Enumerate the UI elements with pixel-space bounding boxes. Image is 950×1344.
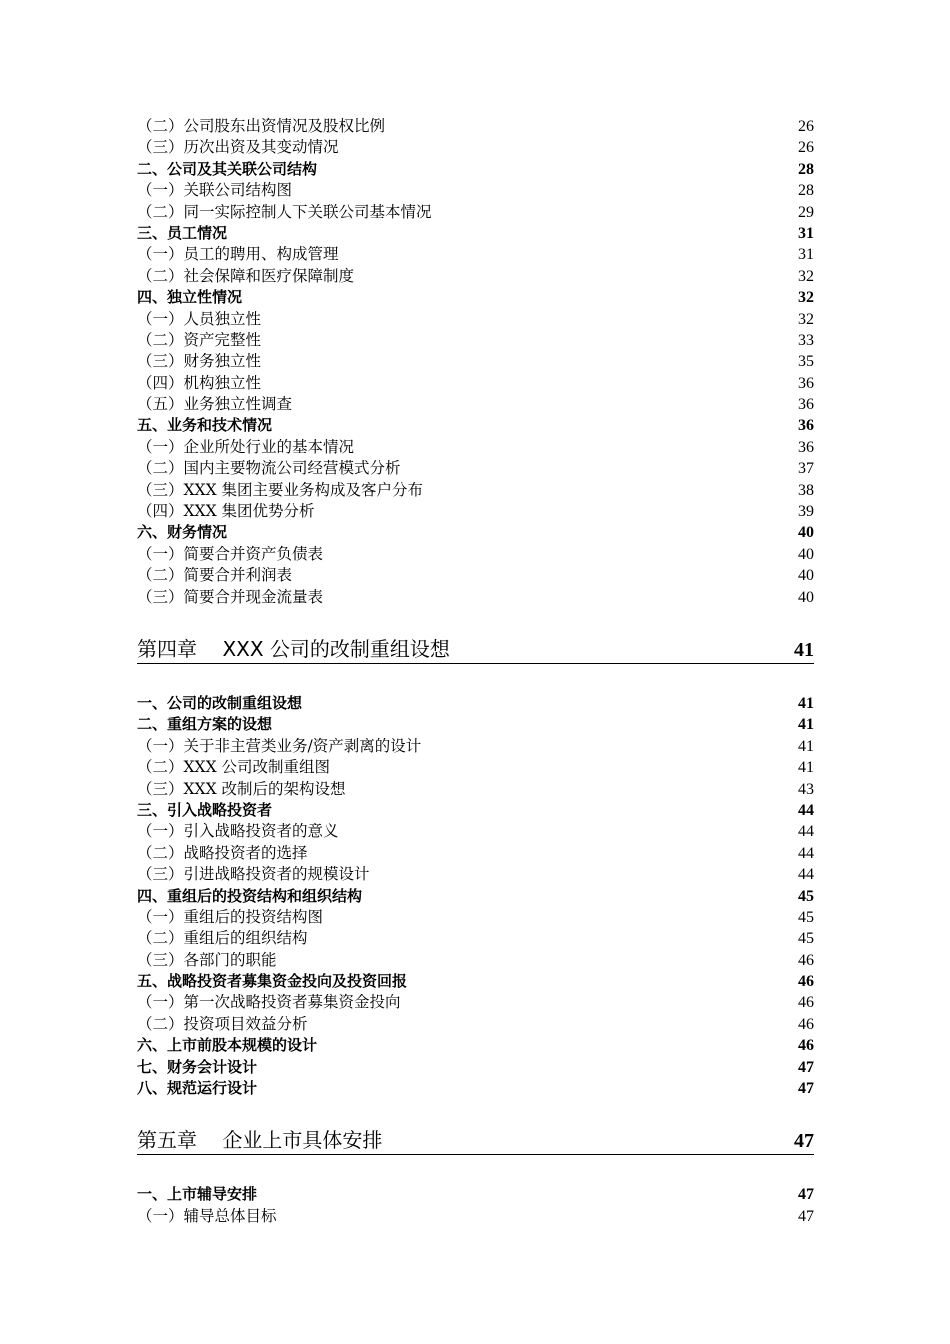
toc-entry-subsection[interactable]: [137, 950, 814, 971]
toc-entry-page-number: 44: [798, 866, 814, 884]
toc-entry-title: 二、公司及其关联公司结构: [137, 159, 318, 178]
chapter-page-number: 47: [794, 1130, 814, 1153]
toc-entry-section[interactable]: [137, 1035, 814, 1056]
toc-entry-title: （三）XXX 改制后的架构设想: [137, 779, 346, 798]
toc-entry-subsection[interactable]: [137, 992, 814, 1013]
toc-entry-subsection[interactable]: [137, 736, 814, 757]
toc-entry-title: （一）员工的聘用、构成管理: [137, 245, 339, 264]
toc-entry-subsection[interactable]: [137, 821, 814, 842]
toc-entry-page-number: 41: [798, 759, 814, 777]
toc-entry-page-number: 28: [798, 182, 814, 200]
toc-entry-page-number: 44: [798, 801, 814, 819]
toc-entry-title: （一）辅导总体目标: [137, 1206, 277, 1225]
toc-entry-page-number: 36: [798, 396, 814, 414]
toc-entry-page-number: 46: [798, 1037, 814, 1055]
toc-entry-page-number: 46: [798, 951, 814, 969]
toc-entry-page-number: 45: [798, 887, 814, 905]
toc-entry-subsection[interactable]: [137, 1206, 814, 1227]
toc-entry-title: （一）引入战略投资者的意义: [137, 822, 339, 841]
toc-entry-title: （二）公司股东出资情况及股权比例: [137, 117, 386, 135]
toc-entry-title: 五、战略投资者募集资金投向及投资回报: [137, 972, 408, 991]
toc-entry-page-number: 39: [798, 503, 814, 521]
toc-entry-subsection[interactable]: [137, 266, 814, 287]
toc-entry-page-number: 45: [798, 930, 814, 948]
toc-entry-page-number: 36: [798, 417, 814, 435]
chapter-label: 第五章: [137, 1128, 197, 1153]
toc-entry-subsection[interactable]: [137, 544, 814, 565]
toc-entry-page-number: 32: [798, 267, 814, 285]
toc-entry-page-number: 43: [798, 780, 814, 798]
toc-entry-section[interactable]: [137, 971, 814, 992]
toc-chapter-heading-5[interactable]: [137, 1127, 814, 1155]
toc-section-chapter3: [137, 116, 814, 608]
toc-entry-title: （一）关联公司结构图: [137, 181, 293, 200]
toc-entry-title: 二、重组方案的设想: [137, 715, 273, 734]
toc-entry-page-number: 40: [798, 545, 814, 563]
toc-entry-section[interactable]: [137, 693, 814, 714]
toc-entry-page-number: 41: [798, 716, 814, 734]
chapter-label: 第四章: [137, 636, 197, 661]
toc-entry-title: （五）业务独立性调查: [137, 395, 293, 414]
toc-entry-title: （三）各部门的职能: [137, 950, 277, 969]
toc-entry-page-number: 26: [798, 118, 814, 135]
toc-entry-page-number: 31: [798, 224, 814, 242]
toc-entry-subsection[interactable]: [137, 779, 814, 800]
toc-entry-title: 三、引入战略投资者: [137, 800, 273, 819]
toc-entry-title: （一）第一次战略投资者募集资金投向: [137, 993, 401, 1012]
toc-entry-page-number: 47: [798, 1080, 814, 1098]
toc-entry-subsection[interactable]: [137, 137, 814, 158]
toc-entry-page-number: 44: [798, 823, 814, 841]
toc-entry-section[interactable]: [137, 800, 814, 821]
chapter-page-number: 41: [794, 638, 814, 661]
toc-entry-title: （四）XXX 集团优势分析: [137, 502, 315, 521]
toc-entry-page-number: 47: [798, 1058, 814, 1076]
toc-entry-page-number: 46: [798, 1015, 814, 1033]
toc-entry-title: （二）社会保障和医疗保障制度: [137, 266, 355, 285]
toc-entry-page-number: 32: [798, 289, 814, 307]
toc-entry-subsection[interactable]: [137, 373, 814, 394]
spacer: [137, 664, 814, 693]
toc-entry-title: 三、员工情况: [137, 223, 228, 242]
toc-entry-title: （一）企业所处行业的基本情况: [137, 437, 355, 456]
toc-entry-page-number: 40: [798, 567, 814, 585]
toc-entry-subsection[interactable]: [137, 309, 814, 330]
toc-entry-subsection[interactable]: [137, 180, 814, 201]
toc-entry-title: （二）简要合并利润表: [137, 566, 293, 585]
toc-entry-subsection[interactable]: [137, 864, 814, 885]
toc-entry-page-number: 41: [798, 694, 814, 712]
chapter-title: [137, 1127, 382, 1154]
toc-entry-title: （四）机构独立性: [137, 373, 262, 392]
toc-entry-title: （三）引进战略投资者的规模设计: [137, 865, 370, 884]
toc-entry-subsection[interactable]: [137, 757, 814, 778]
toc-entry-subsection[interactable]: [137, 928, 814, 949]
toc-entry-page-number: 37: [798, 460, 814, 478]
toc-entry-page-number: 36: [798, 374, 814, 392]
toc-entry-subsection[interactable]: [137, 843, 814, 864]
toc-entry-title: （二）国内主要物流公司经营模式分析: [137, 459, 401, 478]
toc-entry-subsection[interactable]: [137, 116, 814, 137]
toc-section-chapter4: [137, 693, 814, 1099]
toc-entry-page-number: 40: [798, 588, 814, 606]
toc-entry-title: （二）重组后的组织结构: [137, 929, 308, 948]
toc-entry-title: （三）XXX 集团主要业务构成及客户分布: [137, 480, 424, 499]
toc-entry-title: 一、上市辅导安排: [137, 1185, 258, 1204]
toc-entry-title: 五、业务和技术情况: [137, 416, 273, 435]
toc-entry-page-number: 46: [798, 973, 814, 991]
toc-entry-subsection[interactable]: [137, 1014, 814, 1035]
toc-entry-section[interactable]: [137, 415, 814, 436]
toc-entry-title: （一）人员独立性: [137, 309, 262, 328]
toc-entry-section[interactable]: [137, 522, 814, 543]
toc-entry-subsection[interactable]: [137, 565, 814, 586]
toc-entry-section[interactable]: [137, 1078, 814, 1099]
table-of-contents: [137, 116, 814, 1227]
toc-entry-page-number: 40: [798, 524, 814, 542]
toc-entry-subsection[interactable]: [137, 351, 814, 372]
toc-entry-title: （三）财务独立性: [137, 352, 262, 371]
toc-entry-title: 八、规范运行设计: [137, 1079, 258, 1098]
spacer: [137, 1155, 814, 1184]
toc-entry-subsection[interactable]: [137, 480, 814, 501]
toc-entry-page-number: 26: [798, 139, 814, 157]
toc-entry-title: 四、重组后的投资结构和组织结构: [137, 886, 363, 905]
toc-entry-title: （二）XXX 公司改制重组图: [137, 758, 331, 777]
toc-entry-page-number: 47: [798, 1186, 814, 1204]
toc-entry-page-number: 28: [798, 160, 814, 178]
toc-entry-page-number: 45: [798, 908, 814, 926]
toc-entry-title: 七、财务会计设计: [137, 1057, 258, 1076]
toc-entry-title: （一）简要合并资产负债表: [137, 544, 324, 563]
toc-entry-subsection[interactable]: [137, 244, 814, 265]
toc-entry-title: （二）战略投资者的选择: [137, 843, 308, 862]
chapter-name: 企业上市具体安排: [222, 1128, 383, 1153]
toc-entry-page-number: 44: [798, 844, 814, 862]
toc-entry-title: （三）历次出资及其变动情况: [137, 138, 339, 157]
toc-entry-page-number: 47: [798, 1207, 814, 1225]
toc-entry-subsection[interactable]: [137, 394, 814, 415]
toc-entry-title: （一）重组后的投资结构图: [137, 907, 324, 926]
toc-entry-page-number: 29: [798, 203, 814, 221]
toc-entry-page-number: 32: [798, 310, 814, 328]
spacer: [137, 608, 814, 636]
toc-entry-title: （二）同一实际控制人下关联公司基本情况: [137, 202, 432, 221]
toc-entry-page-number: 41: [798, 737, 814, 755]
toc-section-chapter5: [137, 1184, 814, 1227]
toc-entry-page-number: 36: [798, 438, 814, 456]
toc-entry-subsection[interactable]: [137, 587, 814, 608]
toc-entry-title: （一）关于非主营类业务/资产剥离的设计: [137, 736, 422, 755]
toc-entry-title: （三）简要合并现金流量表: [137, 587, 324, 606]
toc-entry-page-number: 31: [798, 246, 814, 264]
toc-entry-section[interactable]: [137, 287, 814, 308]
toc-entry-title: 六、财务情况: [137, 523, 228, 542]
toc-entry-section[interactable]: [137, 223, 814, 244]
toc-entry-title: 一、公司的改制重组设想: [137, 693, 303, 712]
toc-entry-subsection[interactable]: [137, 501, 814, 522]
toc-entry-section[interactable]: [137, 714, 814, 735]
toc-entry-subsection[interactable]: [137, 907, 814, 928]
toc-entry-section[interactable]: [137, 1057, 814, 1078]
toc-entry-subsection[interactable]: [137, 202, 814, 223]
toc-entry-title: 四、独立性情况: [137, 288, 243, 307]
toc-entry-section[interactable]: [137, 886, 814, 907]
toc-entry-page-number: 33: [798, 331, 814, 349]
toc-entry-page-number: 46: [798, 994, 814, 1012]
toc-entry-title: （二）投资项目效益分析: [137, 1014, 308, 1033]
toc-entry-title: （二）资产完整性: [137, 330, 262, 349]
chapter-name: XXX 公司的改制重组设想: [222, 636, 450, 661]
toc-entry-section[interactable]: [137, 1184, 814, 1205]
toc-entry-subsection[interactable]: [137, 330, 814, 351]
chapter-title: [137, 636, 450, 663]
toc-entry-page-number: 35: [798, 353, 814, 371]
toc-entry-page-number: 38: [798, 481, 814, 499]
spacer: [137, 1099, 814, 1127]
toc-entry-section[interactable]: [137, 159, 814, 180]
toc-entry-title: 六、上市前股本规模的设计: [137, 1036, 318, 1055]
toc-entry-subsection[interactable]: [137, 437, 814, 458]
toc-entry-subsection[interactable]: [137, 458, 814, 479]
toc-chapter-heading-4[interactable]: [137, 636, 814, 664]
